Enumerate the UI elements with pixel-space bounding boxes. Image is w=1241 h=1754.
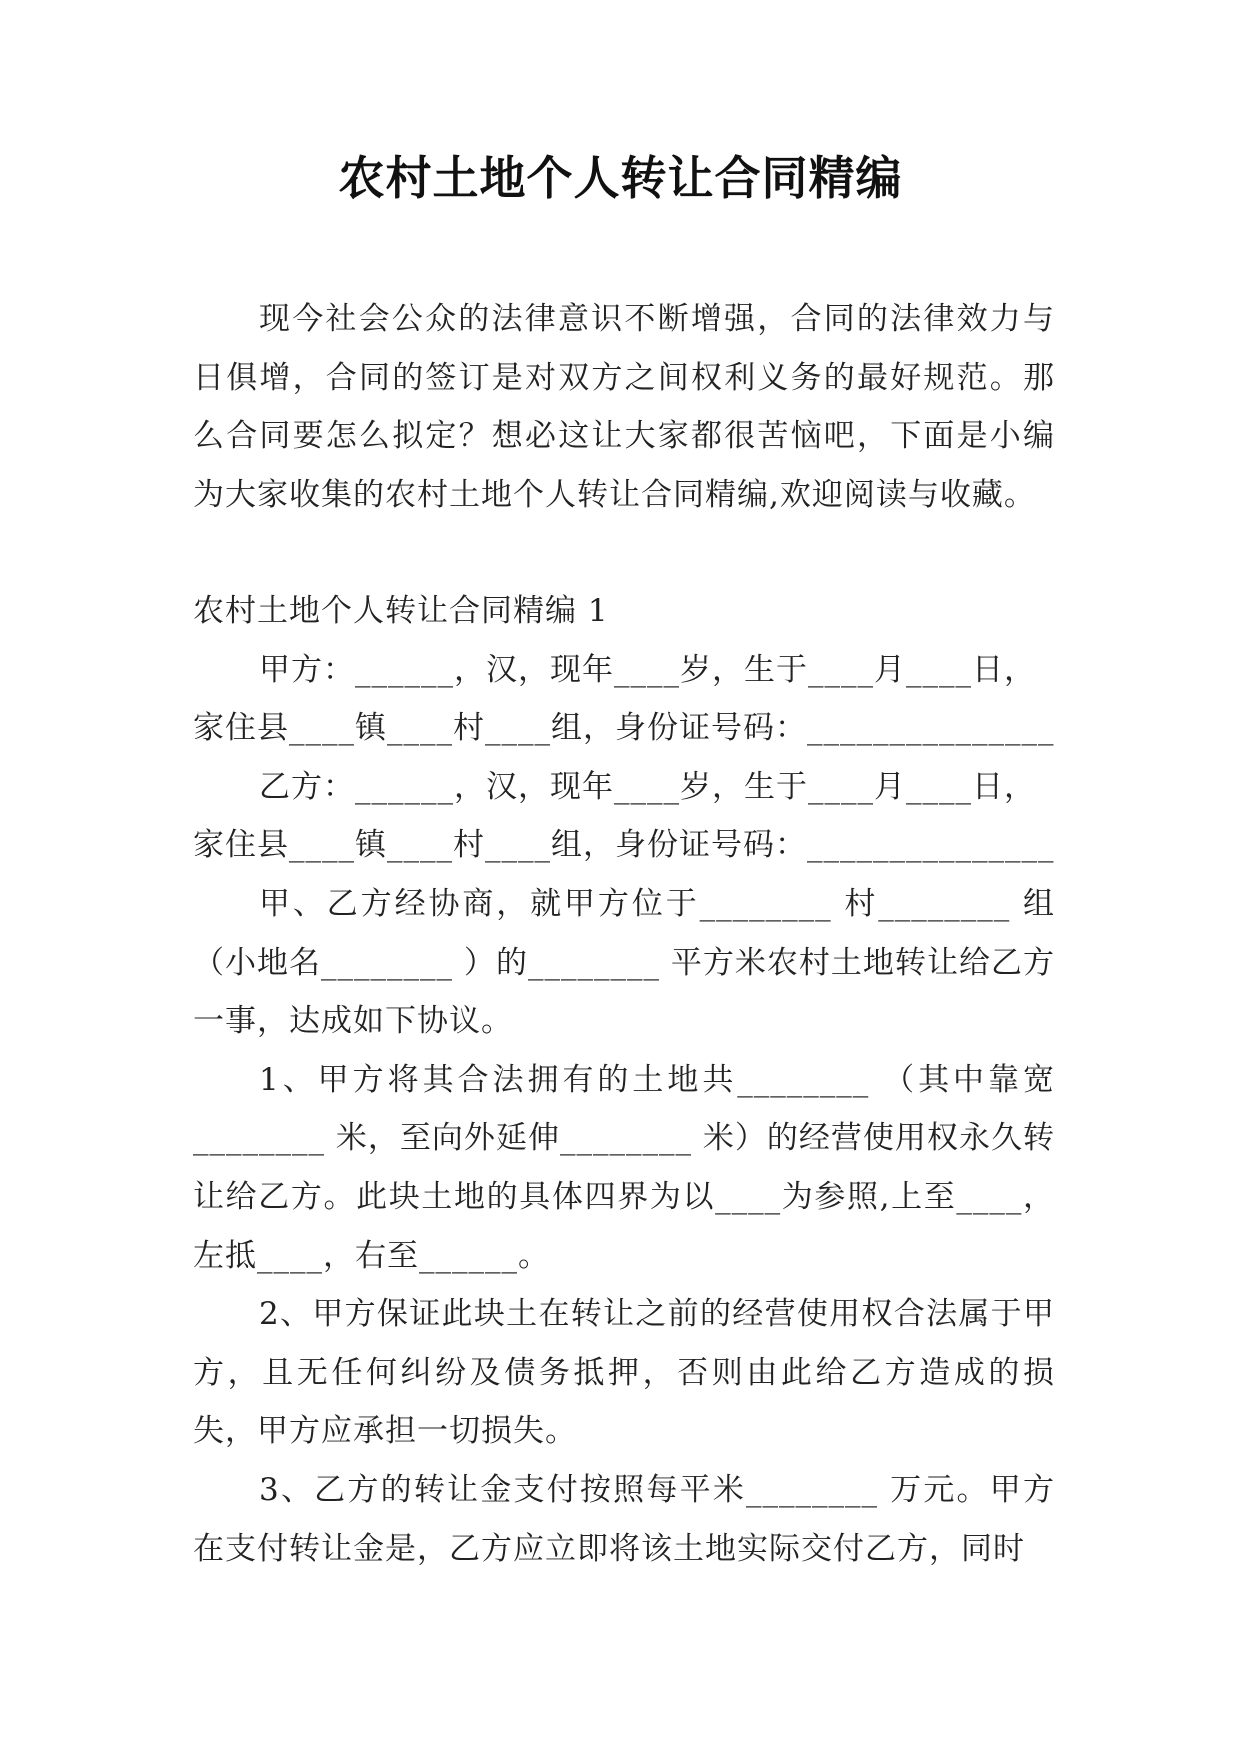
party-b-line-2: 家住县____镇____村____组，身份证号码：_______________: [193, 827, 1055, 864]
section-heading: 农村土地个人转让合同精编 1: [193, 593, 609, 629]
party-a-line-1: 甲方：______，汉，现年____岁，生于____月____日，: [259, 651, 1036, 688]
intro-section: [193, 290, 1055, 524]
agreement-paragraph: 甲、乙方经协商，就甲方位于________ 村________ 组（小地名________ ）的________ 平方米农村土地转让给乙方一事，达成如下协议。: [193, 885, 1055, 1040]
clause-2: 2、甲方保证此块土在转让之前的经营使用权合法属于甲方，且无任何纠纷及债务抵押，否则由此给乙方造成的损失，甲方应承担一切损失。: [193, 1296, 1055, 1450]
document-title: 农村土地个人转让合同精编: [338, 151, 903, 205]
contract-section: [193, 582, 1055, 1578]
clause-3: 3、乙方的转让金支付按照每平米________ 万元。甲方在支付转让金是，乙方应立即将该土地实际交付乙方，同时: [193, 1471, 1055, 1567]
clause-1: 1、甲方将其合法拥有的土地共________ （其中靠宽________ 米，至向外延伸________ 米）的经营使用权永久转让给乙方。此块土地的具体四界为以____为参照,上至____，左抵____，右至______。: [193, 1061, 1055, 1274]
intro-paragraph: 现今社会公众的法律意识不断增强，合同的法律效力与日俱增，合同的签订是对双方之间权利义务的最好规范。那么合同要怎么拟定？想必这让大家都很苦恼吧，下面是小编为大家收集的农村土地个人转让合同精编,欢迎阅读与收藏。: [193, 301, 1055, 513]
party-b-line-1: 乙方：______，汉，现年____岁，生于____月____日，: [259, 768, 1036, 805]
party-a-line-2: 家住县____镇____村____组，身份证号码：_______________: [193, 710, 1055, 747]
